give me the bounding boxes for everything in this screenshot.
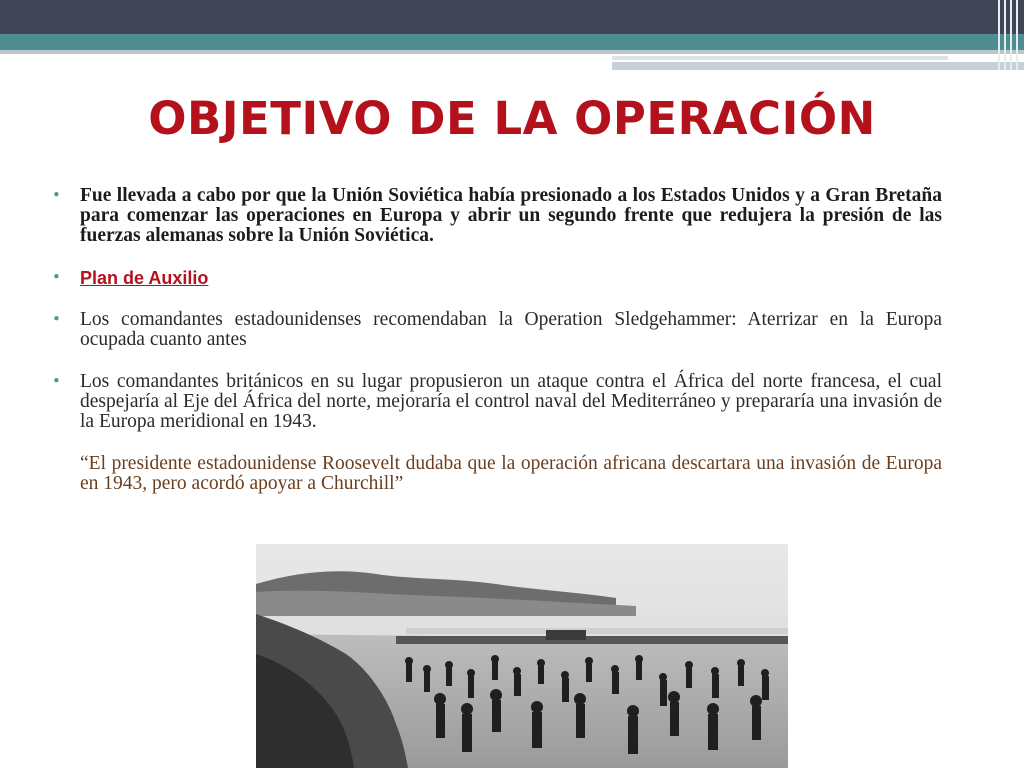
slide-title: OBJETIVO DE LA OPERACIÓN	[148, 92, 876, 145]
bullet-text: Fue llevada a cabo por que la Unión Soviética había presionado a los Estados Unidos y a Gran Bretaña para comenzar las operaciones en Europa y abrir un segundo frente que redujera la presión de las fuerzas alemanas sobre la Unión Soviética.	[80, 185, 942, 246]
bullet-text: Los comandantes estadounidenses recomendaban la Operation Sledgehammer: Aterrizar en la Europa ocupada cuanto antes	[80, 309, 942, 350]
header-decor-lines	[994, 0, 1024, 70]
header-band-thin	[0, 50, 1024, 54]
header-band-dark	[0, 0, 1024, 34]
bullet-item	[50, 310, 942, 350]
quote-item	[50, 454, 942, 494]
bullet-item	[50, 268, 942, 288]
slide-content	[50, 186, 942, 516]
plan-de-auxilio-link[interactable]: Plan de Auxilio	[80, 268, 209, 288]
bullet-text: Los comandantes británicos en su lugar propusieron un ataque contra el África del norte francesa, el cual despejaría al Eje del África del norte, mejoraría el control naval del Mediterráneo y prepararía una invasión de la Europa meridional en 1943.	[80, 371, 942, 432]
photo-illustration	[256, 544, 788, 768]
header-band-light	[612, 56, 948, 60]
bullet-icon: •	[52, 372, 61, 390]
header-band-teal	[0, 34, 1024, 50]
bullet-item	[50, 186, 942, 246]
beach-landing-photo	[256, 544, 788, 768]
bullet-icon: •	[52, 268, 61, 286]
bullet-item	[50, 372, 942, 432]
bullet-icon: •	[52, 186, 61, 204]
bullet-icon: •	[52, 310, 61, 328]
quote-text: “El presidente estadounidense Roosevelt dudaba que la operación africana descartara una invasión de Europa en 1943, pero acordó apoyar a Churchill”	[80, 453, 942, 494]
header-band-light-2	[612, 62, 1024, 70]
